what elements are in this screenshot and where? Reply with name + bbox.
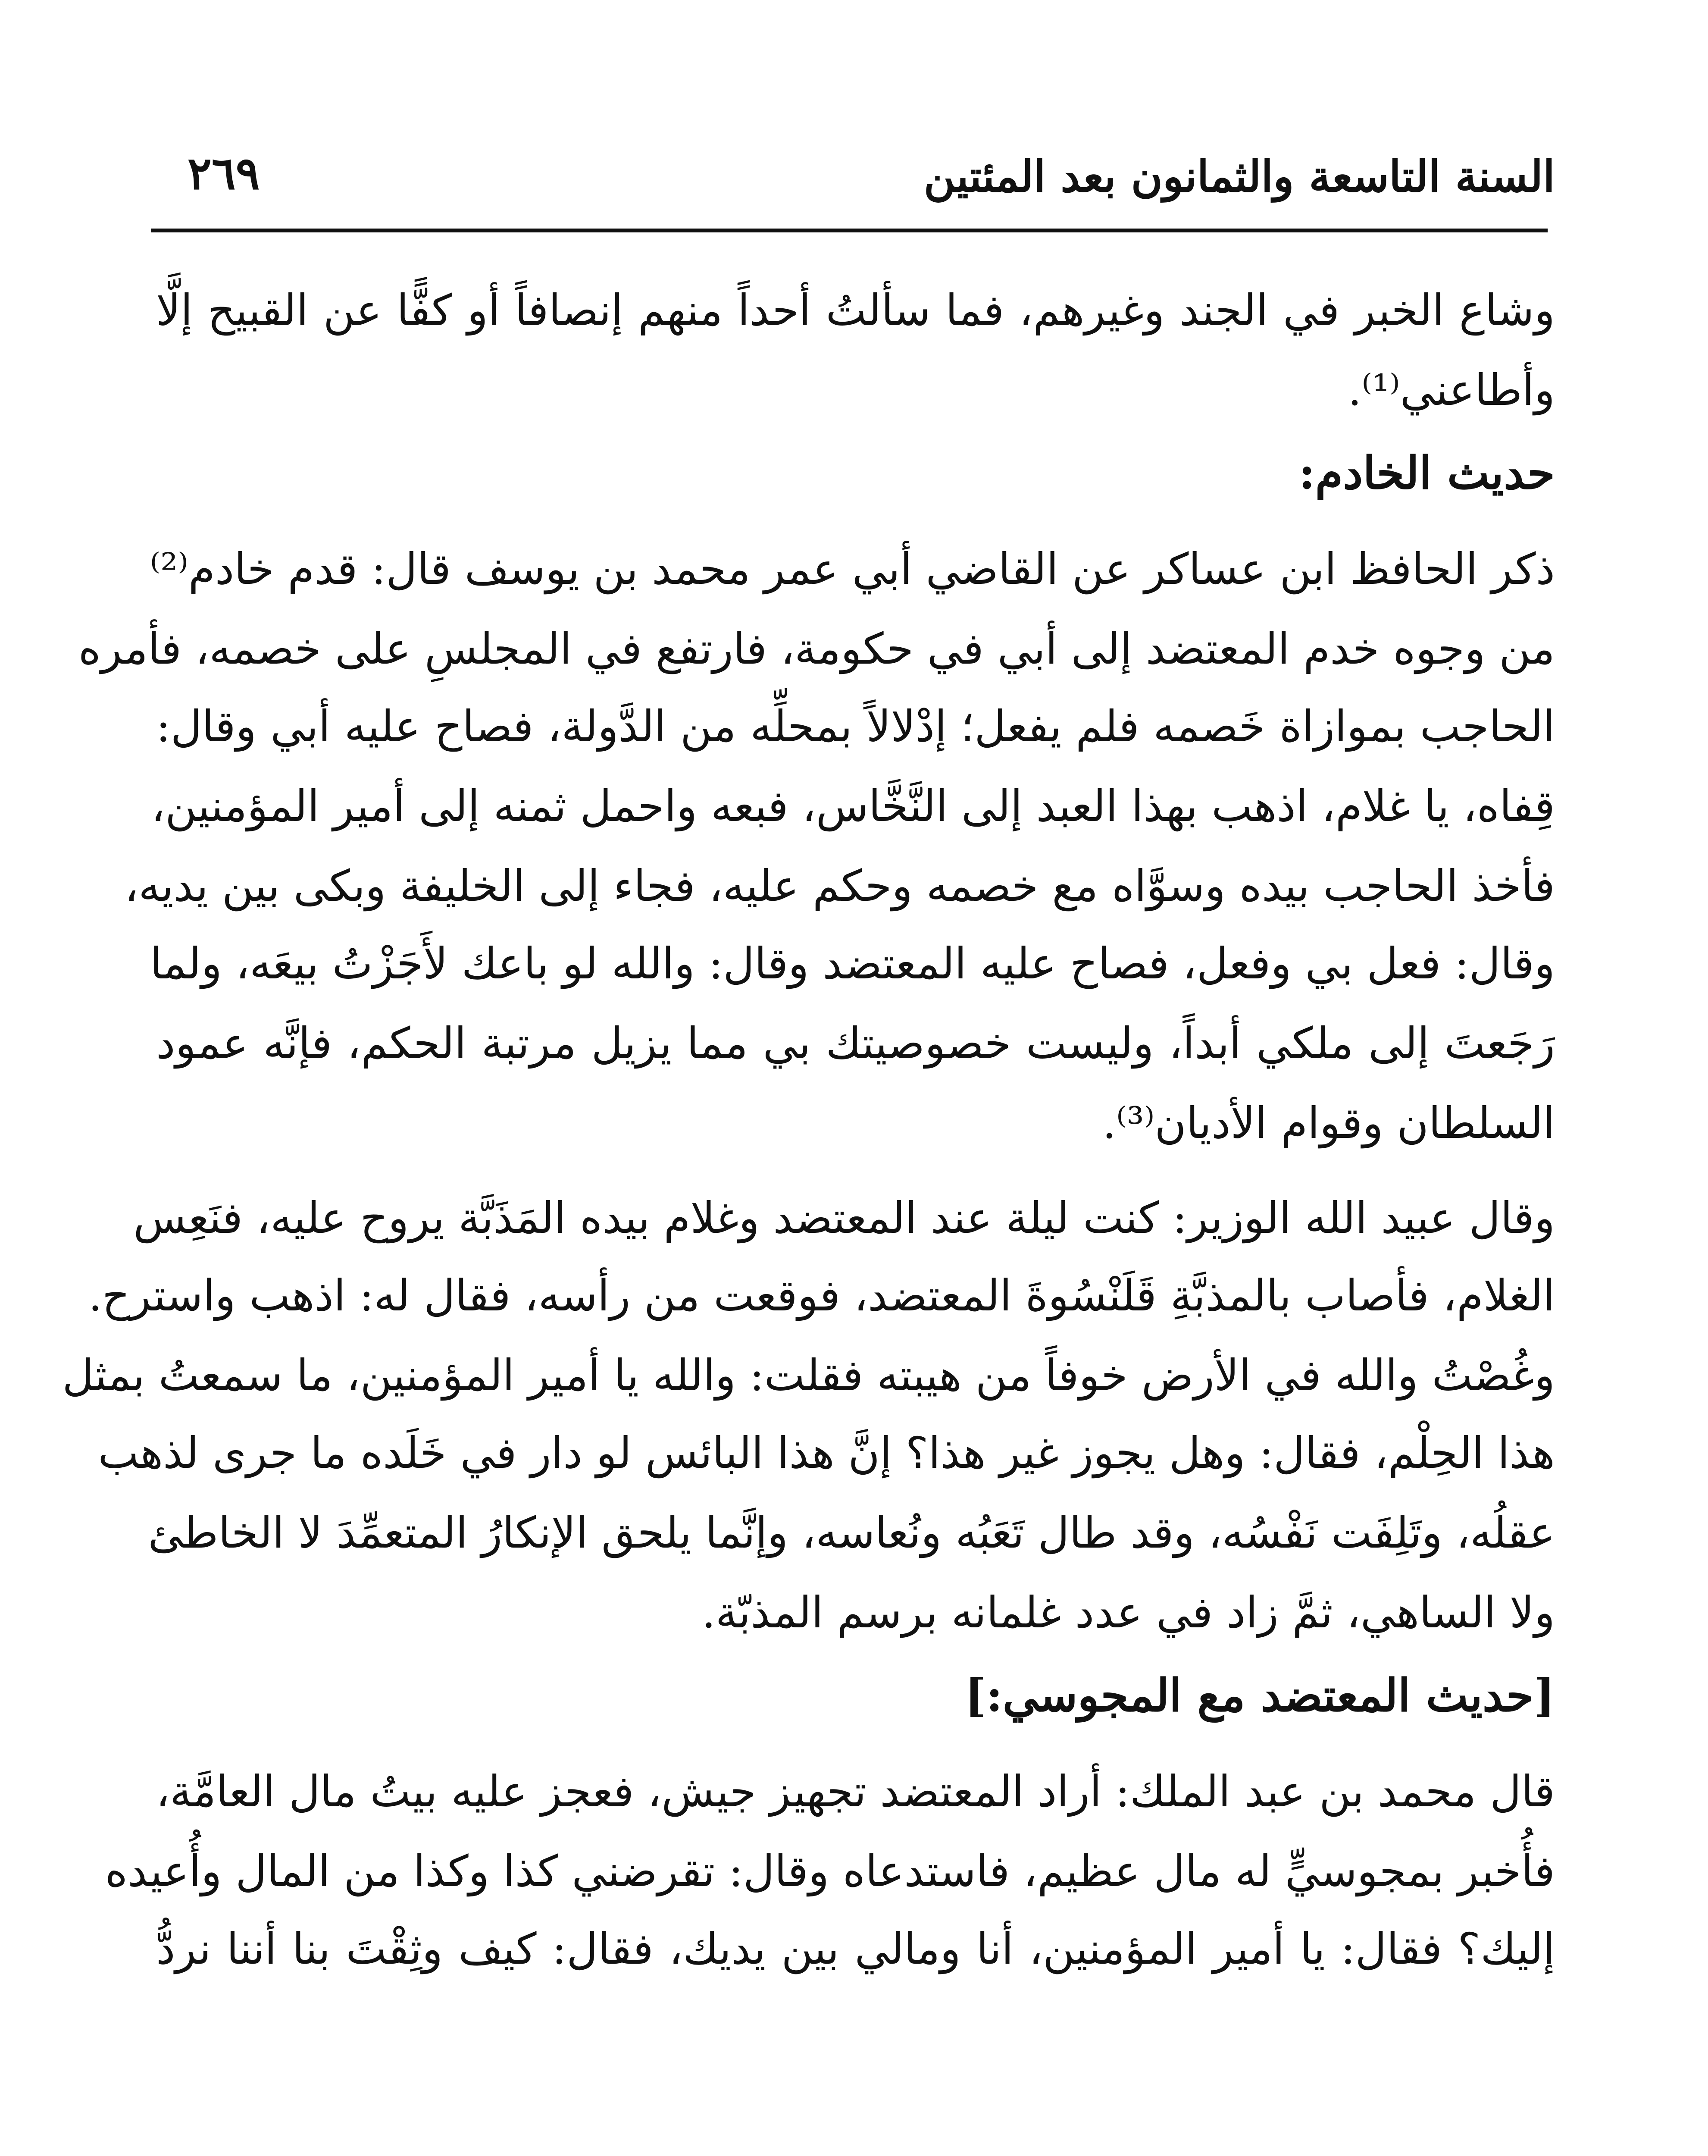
running-title: السنة التاسعة والثمانون بعد المئتين: [923, 151, 1555, 202]
text-line: قال محمد بن عبد الملك: أراد المعتضد تجهيز جيش، فعجز عليه بيتُ مال العامَّة،: [156, 1766, 1555, 1817]
text-line: إليك؟ فقال: يا أمير المؤمنين، أنا ومالي بين يديك، فقال: كيف وثِقْتَ بنا أننا نردُّ: [156, 1924, 1555, 1974]
text-line: رَجَعتَ إلى ملكي أبداً، وليست خصوصيتك بي مما يزيل مرتبة الحكم، فإنَّه عمود: [156, 1018, 1555, 1069]
text-line: وأطاعني⁽¹⁾.: [1348, 365, 1555, 415]
text-line: وشاع الخبر في الجند وغيرهم، فما سألتُ أحداً منهم إنصافاً أو كفًّا عن القبيح إلَّا: [156, 285, 1555, 335]
text-line: ذكر الحافظ ابن عساكر عن القاضي أبي عمر محمد بن يوسف قال: قدم خادم⁽²⁾: [150, 544, 1555, 594]
text-line: وقال عبيد الله الوزير: كنت ليلة عند المعتضد وغلام بيده المَذَبَّة يروح عليه، فنَعِس: [133, 1193, 1555, 1243]
section-heading: حديث الخادم:: [1298, 446, 1555, 499]
text-line: الحاجب بموازاة خَصمه فلم يفعل؛ إدْلالاً بمحلِّه من الدَّولة، فصاح عليه أبي وقال:: [156, 701, 1555, 752]
text-line: السلطان وقوام الأديان⁽³⁾.: [1102, 1098, 1555, 1148]
text-line: من وجوه خدم المعتضد إلى أبي في حكومة، فارتفع في المجلسِ على خصمه، فأمره: [78, 624, 1555, 674]
page-number: ٢٦٩: [188, 147, 260, 200]
text-line: هذا الحِلْم، فقال: وهل يجوز غير هذا؟ إنَّ هذا البائس لو دار في خَلَده ما جرى لذهب: [98, 1428, 1555, 1478]
text-line: الغلام، فأصاب بالمذبَّةِ قَلَنْسُوةَ المعتضد، فوقعت من رأسه، فقال له: اذهب واسترح.: [88, 1270, 1555, 1321]
text-line: وقال: فعل بي وفعل، فصاح عليه المعتضد وقال: والله لو باعك لأَجَزْتُ بيعَه، ولما: [150, 938, 1555, 989]
text-line: وغُصْتُ والله في الأرض خوفاً من هيبته فقلت: والله يا أمير المؤمنين، ما سمعتُ بمثل: [62, 1350, 1555, 1401]
text-line: قِفاه، يا غلام، اذهب بهذا العبد إلى النَّخَّاس، فبعه واحمل ثمنه إلى أمير المؤمنين،: [151, 781, 1555, 831]
text-line: ولا الساهي، ثمَّ زاد في عدد غلمانه برسم المذبّة.: [701, 1587, 1555, 1638]
text-line: فأُخبر بمجوسيٍّ له مال عظيم، فاستدعاه وقال: تقرضني كذا وكذا من المال وأُعيده: [105, 1846, 1555, 1896]
text-line: عقلُه، وتَلِفَت نَفْسُه، وقد طال تَعَبُه ونُعاسه، وإنَّما يلحق الإنكارُ المتعمِّدَ لا الخاطئ: [148, 1507, 1555, 1558]
section-heading: [حديث المعتضد مع المجوسي:]: [965, 1669, 1555, 1722]
header-rule: [151, 229, 1548, 232]
text-line: فأخذ الحاجب بيده وسوَّاه مع خصمه وحكم عليه، فجاء إلى الخليفة وبكى بين يديه،: [125, 861, 1555, 911]
